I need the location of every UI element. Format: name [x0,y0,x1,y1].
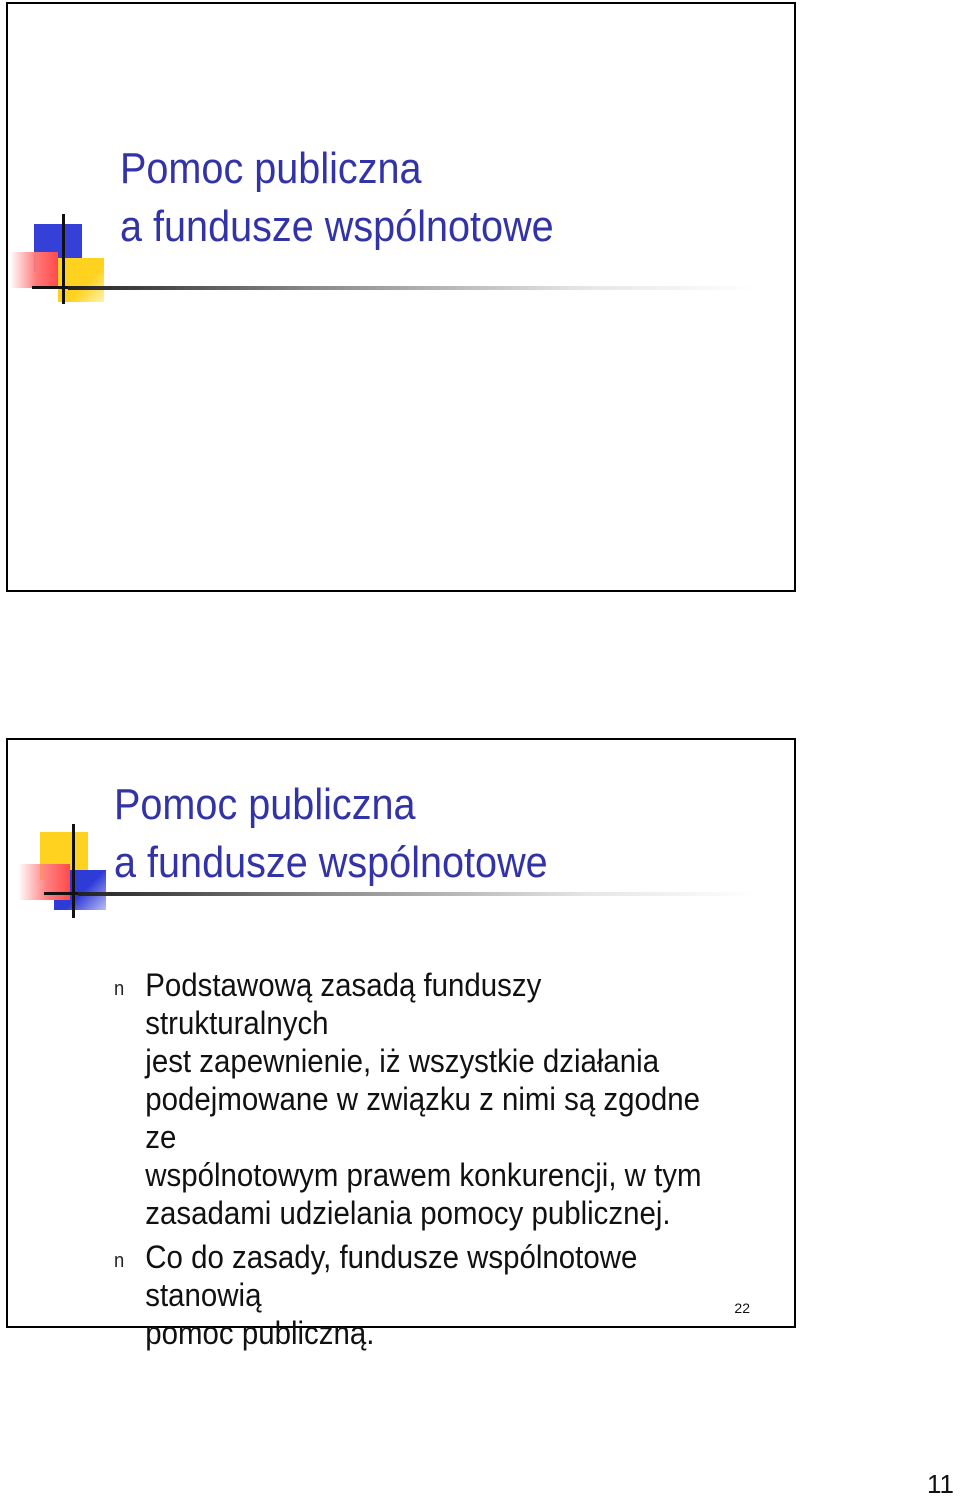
bullet-line: jest zapewnienie, iż wszystkie działania [145,1043,660,1079]
bullet-line: Podstawową zasadą funduszy strukturalnych [145,967,542,1041]
bullet-line: podejmowane w związku z nimi są zgodne ze [145,1081,701,1155]
slide-2 [6,738,796,1351]
bullet-line: wspólnotowym prawem konkurencji, w tym [145,1157,702,1193]
bullet-item [114,1238,721,1352]
title-line-2: a fundusze wspólnotowe [120,202,554,251]
bullet-line: zasadami udzielania pomocy publicznej. [145,1195,671,1231]
bullet-line: pomoc publiczną. [145,1315,375,1351]
slide-title [114,776,548,892]
bullet-marker: n [114,978,125,1000]
bullet-item [114,966,721,1232]
slide-title [120,140,554,256]
slide-1 [6,2,796,592]
vertical-rule [62,214,65,304]
slide-number: 22 [734,1300,750,1316]
page-number: 11 [927,1469,954,1499]
title-line-1: Pomoc publiczna [114,780,416,829]
title-underline [68,286,758,290]
title-line-1: Pomoc publiczna [120,144,422,193]
vertical-rule [72,824,75,918]
bullet-list [114,966,774,1352]
bullet-marker: n [114,1250,125,1272]
title-underline [78,892,758,896]
bullet-line: Co do zasady, fundusze wspólnotowe stanowią [145,1239,638,1313]
title-line-2: a fundusze wspólnotowe [114,838,548,887]
red-square [10,252,58,288]
